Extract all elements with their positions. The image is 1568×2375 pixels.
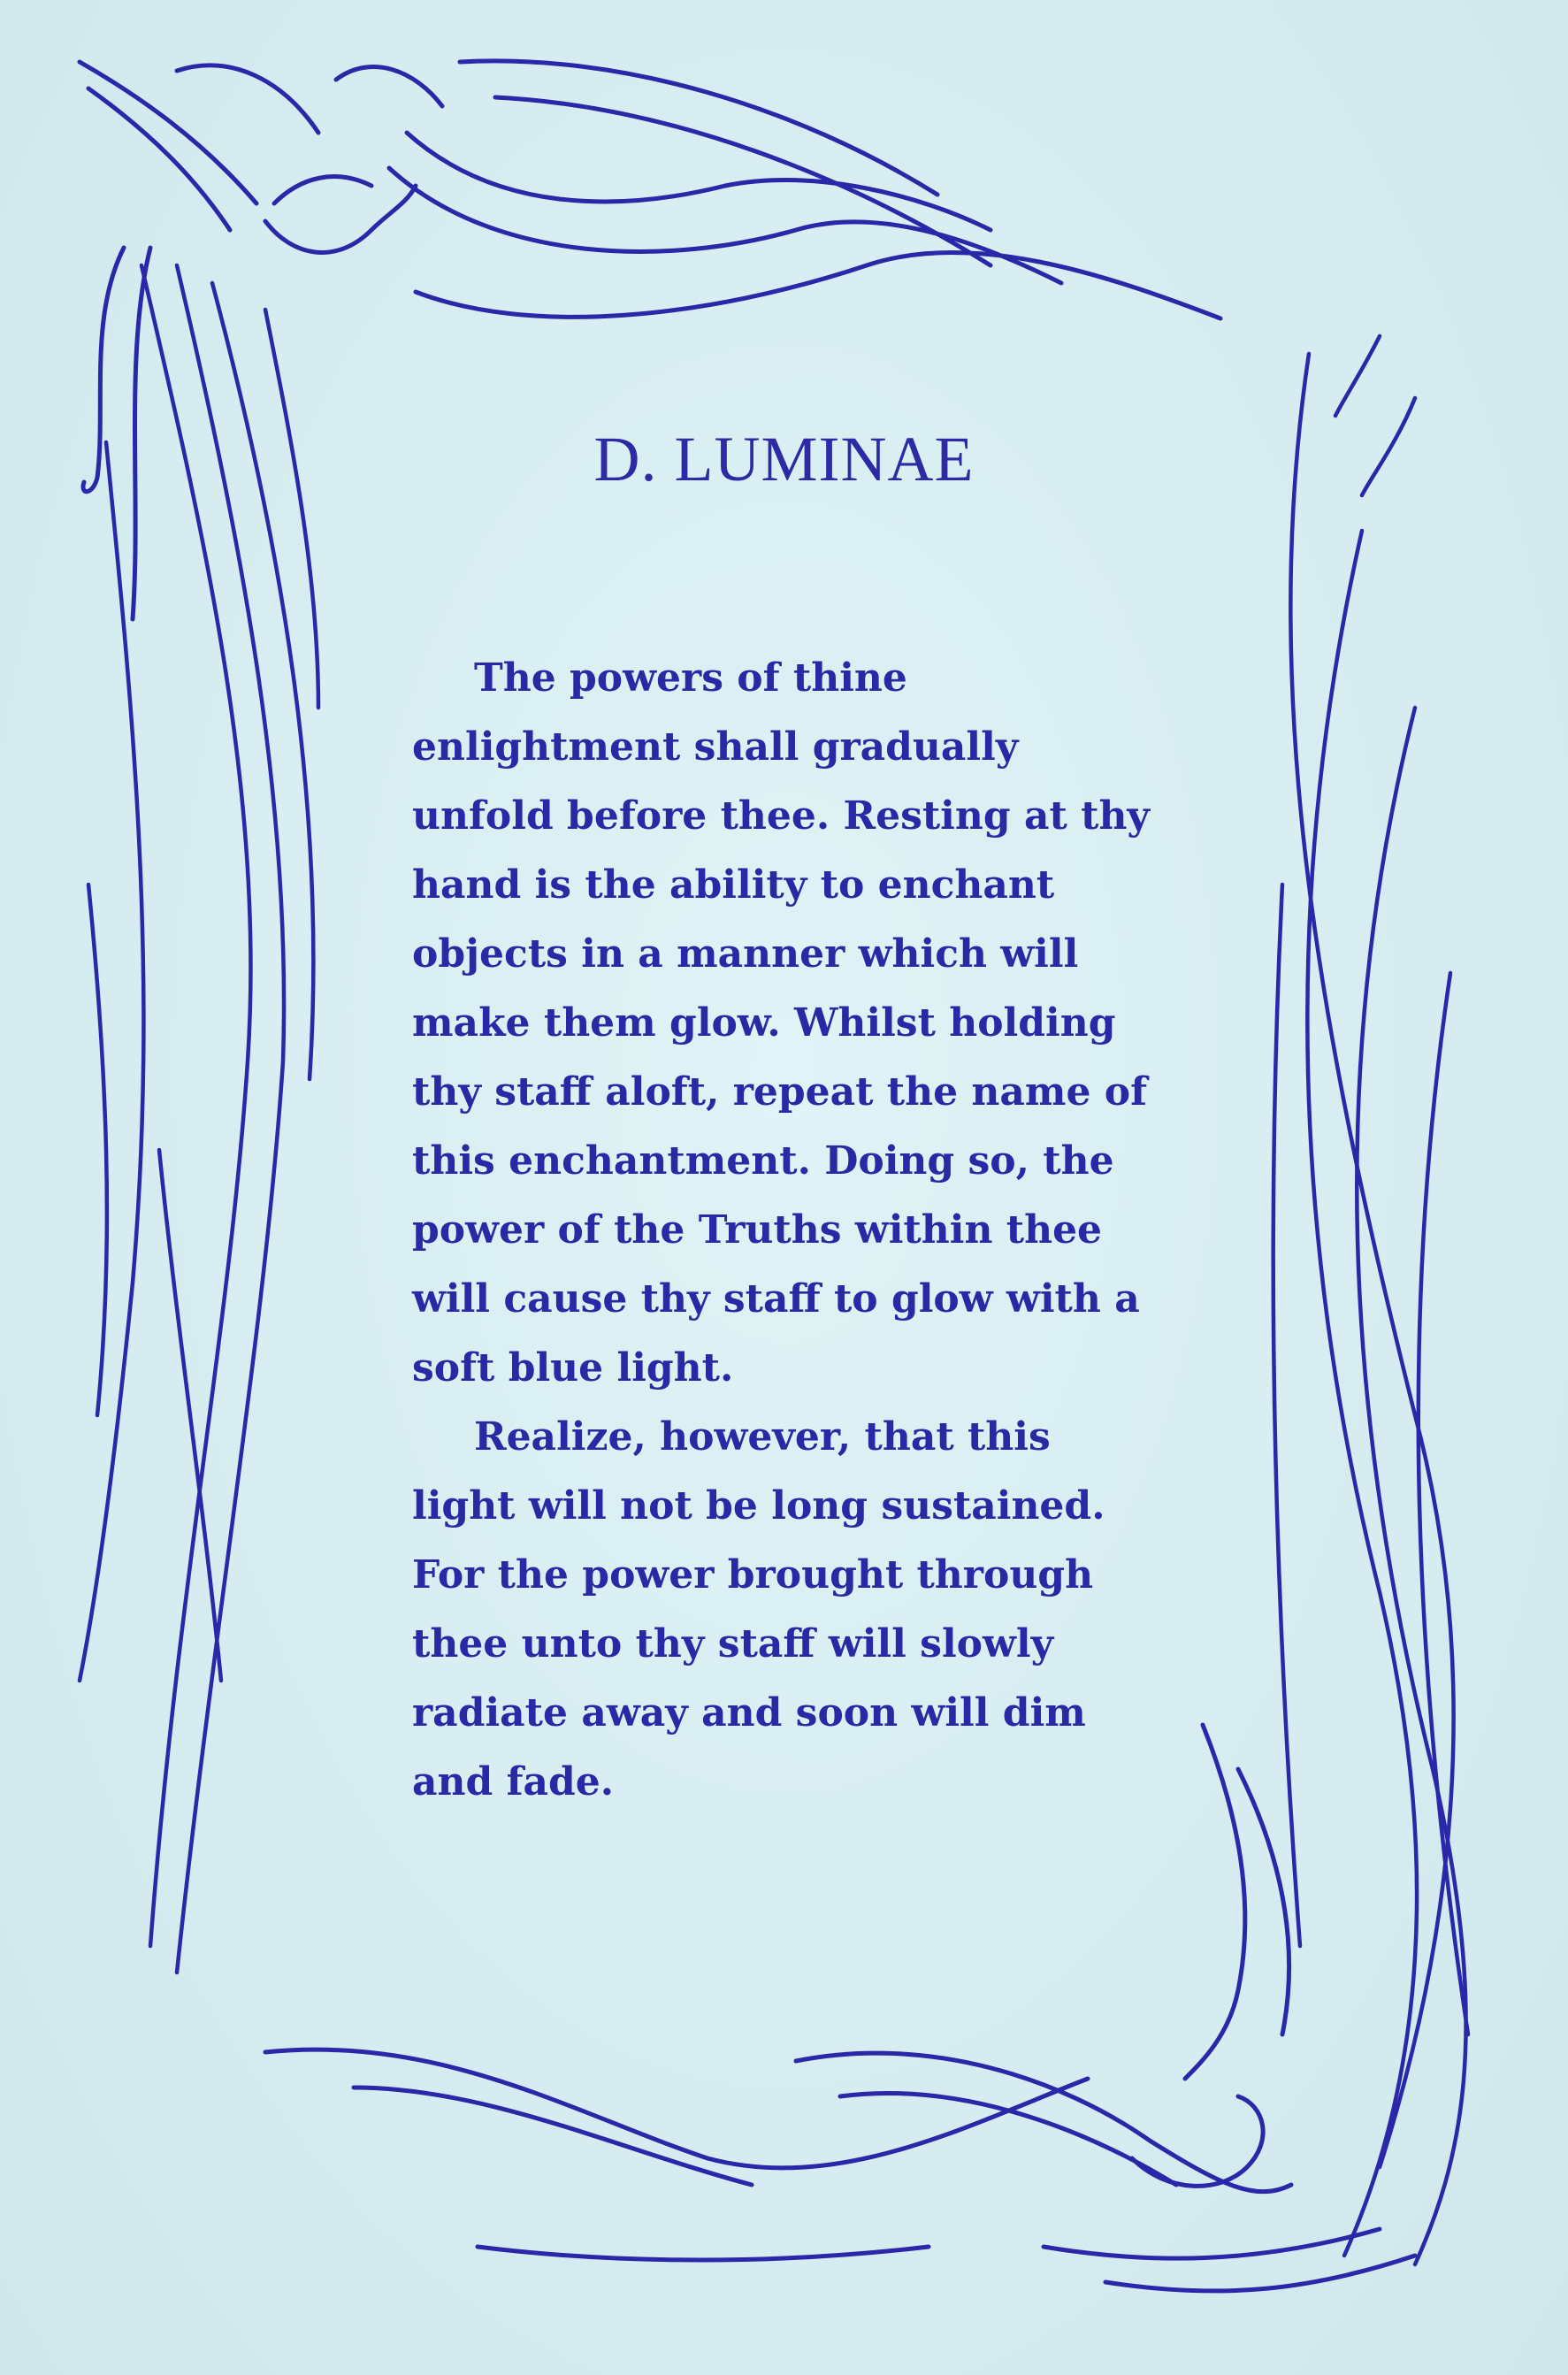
text-line: this enchantment. Doing so, the [412,1138,1114,1184]
text-line: soft blue light. [412,1345,734,1391]
right-vertical-strands [1274,336,1468,2264]
text-line: enlightment shall gradually [412,724,1019,770]
text-line: thy staff aloft, repeat the name of [412,1069,1148,1115]
text-line: Realize, however, that this [474,1414,1051,1459]
text-line: radiate away and soon will dim [412,1690,1086,1735]
text-line: hand is the ability to enchant [412,862,1055,908]
text-line: make them glow. Whilst holding [412,1000,1116,1046]
top-left-bird-flourish [80,61,1220,619]
text-line: For the power brought through [412,1552,1094,1597]
text-line: unfold before thee. Resting at thy [412,793,1151,839]
text-line: power of the Truths within thee [412,1207,1103,1253]
body-text [412,644,1190,1817]
left-vertical-strands [80,265,318,1973]
text-line: light will not be long sustained. [412,1483,1105,1528]
text-line: will cause thy staff to glow with a [412,1276,1140,1322]
text-line: The powers of thine [474,655,907,701]
text-line: objects in a manner which will [412,931,1079,977]
text-line: and fade. [412,1759,615,1804]
page-title: D. LUMINAE [593,424,975,494]
text-line: thee unto thy staff will slowly [412,1621,1054,1666]
